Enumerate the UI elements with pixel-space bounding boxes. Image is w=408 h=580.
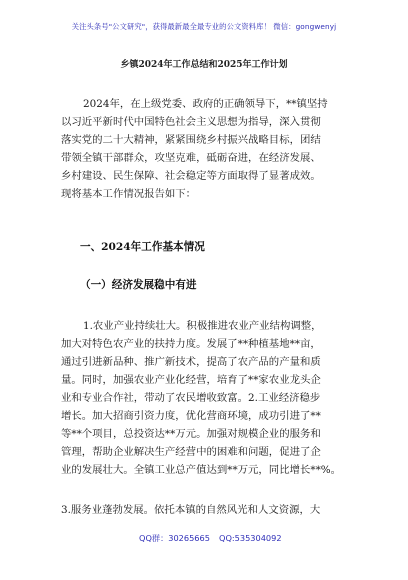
intro-line: 现将基本工作情况报告如下： bbox=[61, 188, 197, 200]
header-banner: 关注头条号"公文研究"，获得最新最全最专业的公文资料库！ 微信：gongwenyj bbox=[71, 22, 337, 31]
body-line: 加大对特色农产业的扶持力度。发展了**种植基地**亩， bbox=[61, 338, 321, 350]
body-line: 通过引进新品种、推广新技术，提高了农产品的产量和质 bbox=[61, 356, 321, 368]
body-line: 增长。加大招商引资力度，优化营商环境，成功引进了** bbox=[61, 410, 321, 422]
intro-line: 2024年，在上级党委、政府的正确领导下，**镇坚持 bbox=[83, 98, 328, 110]
document-title: 乡镇2024年工作总结和2025年工作计划 bbox=[120, 60, 288, 70]
body-line: 量。同时，加强农业产业化经营，培育了**家农业龙头企 bbox=[61, 374, 321, 386]
intro-line: 以习近平新时代中国特色社会主义思想为指导，深入贯彻 bbox=[61, 116, 321, 128]
body-line: 业和专业合作社，带动了农民增收致富。2.工业经济稳步 bbox=[61, 392, 321, 404]
section-heading: 一、2024年工作基本情况 bbox=[80, 241, 205, 253]
body-line: 等**个项目，总投资达**万元。加强对规模企业的服务和 bbox=[61, 428, 321, 440]
body-line: 管理，帮助企业解决生产经营中的困难和问题，促进了企 bbox=[61, 446, 321, 458]
intro-line: 乡村建设、民生保障、社会稳定等方面取得了显著成效。 bbox=[61, 170, 321, 182]
subsection-heading: （一）经济发展稳中有进 bbox=[80, 279, 197, 291]
body-line: 1.农业产业持续壮大。积极推进农业产业结构调整， bbox=[83, 320, 322, 332]
body-line: 3.服务业蓬勃发展。依托本镇的自然风光和人文资源，大 bbox=[61, 504, 321, 516]
footer-qq-number: QQ:535304092 bbox=[219, 533, 282, 543]
intro-line: 带领全镇干部群众，攻坚克难，砥砺奋进，在经济发展、 bbox=[61, 152, 321, 164]
intro-line: 落实党的二十大精神，紧紧围绕乡村振兴战略目标，团结 bbox=[61, 134, 321, 146]
body-line: 业的发展壮大。全镇工业总产值达到**万元，同比增长**%。 bbox=[61, 464, 342, 476]
footer-qq-group: QQ群：30265665 bbox=[139, 533, 210, 543]
